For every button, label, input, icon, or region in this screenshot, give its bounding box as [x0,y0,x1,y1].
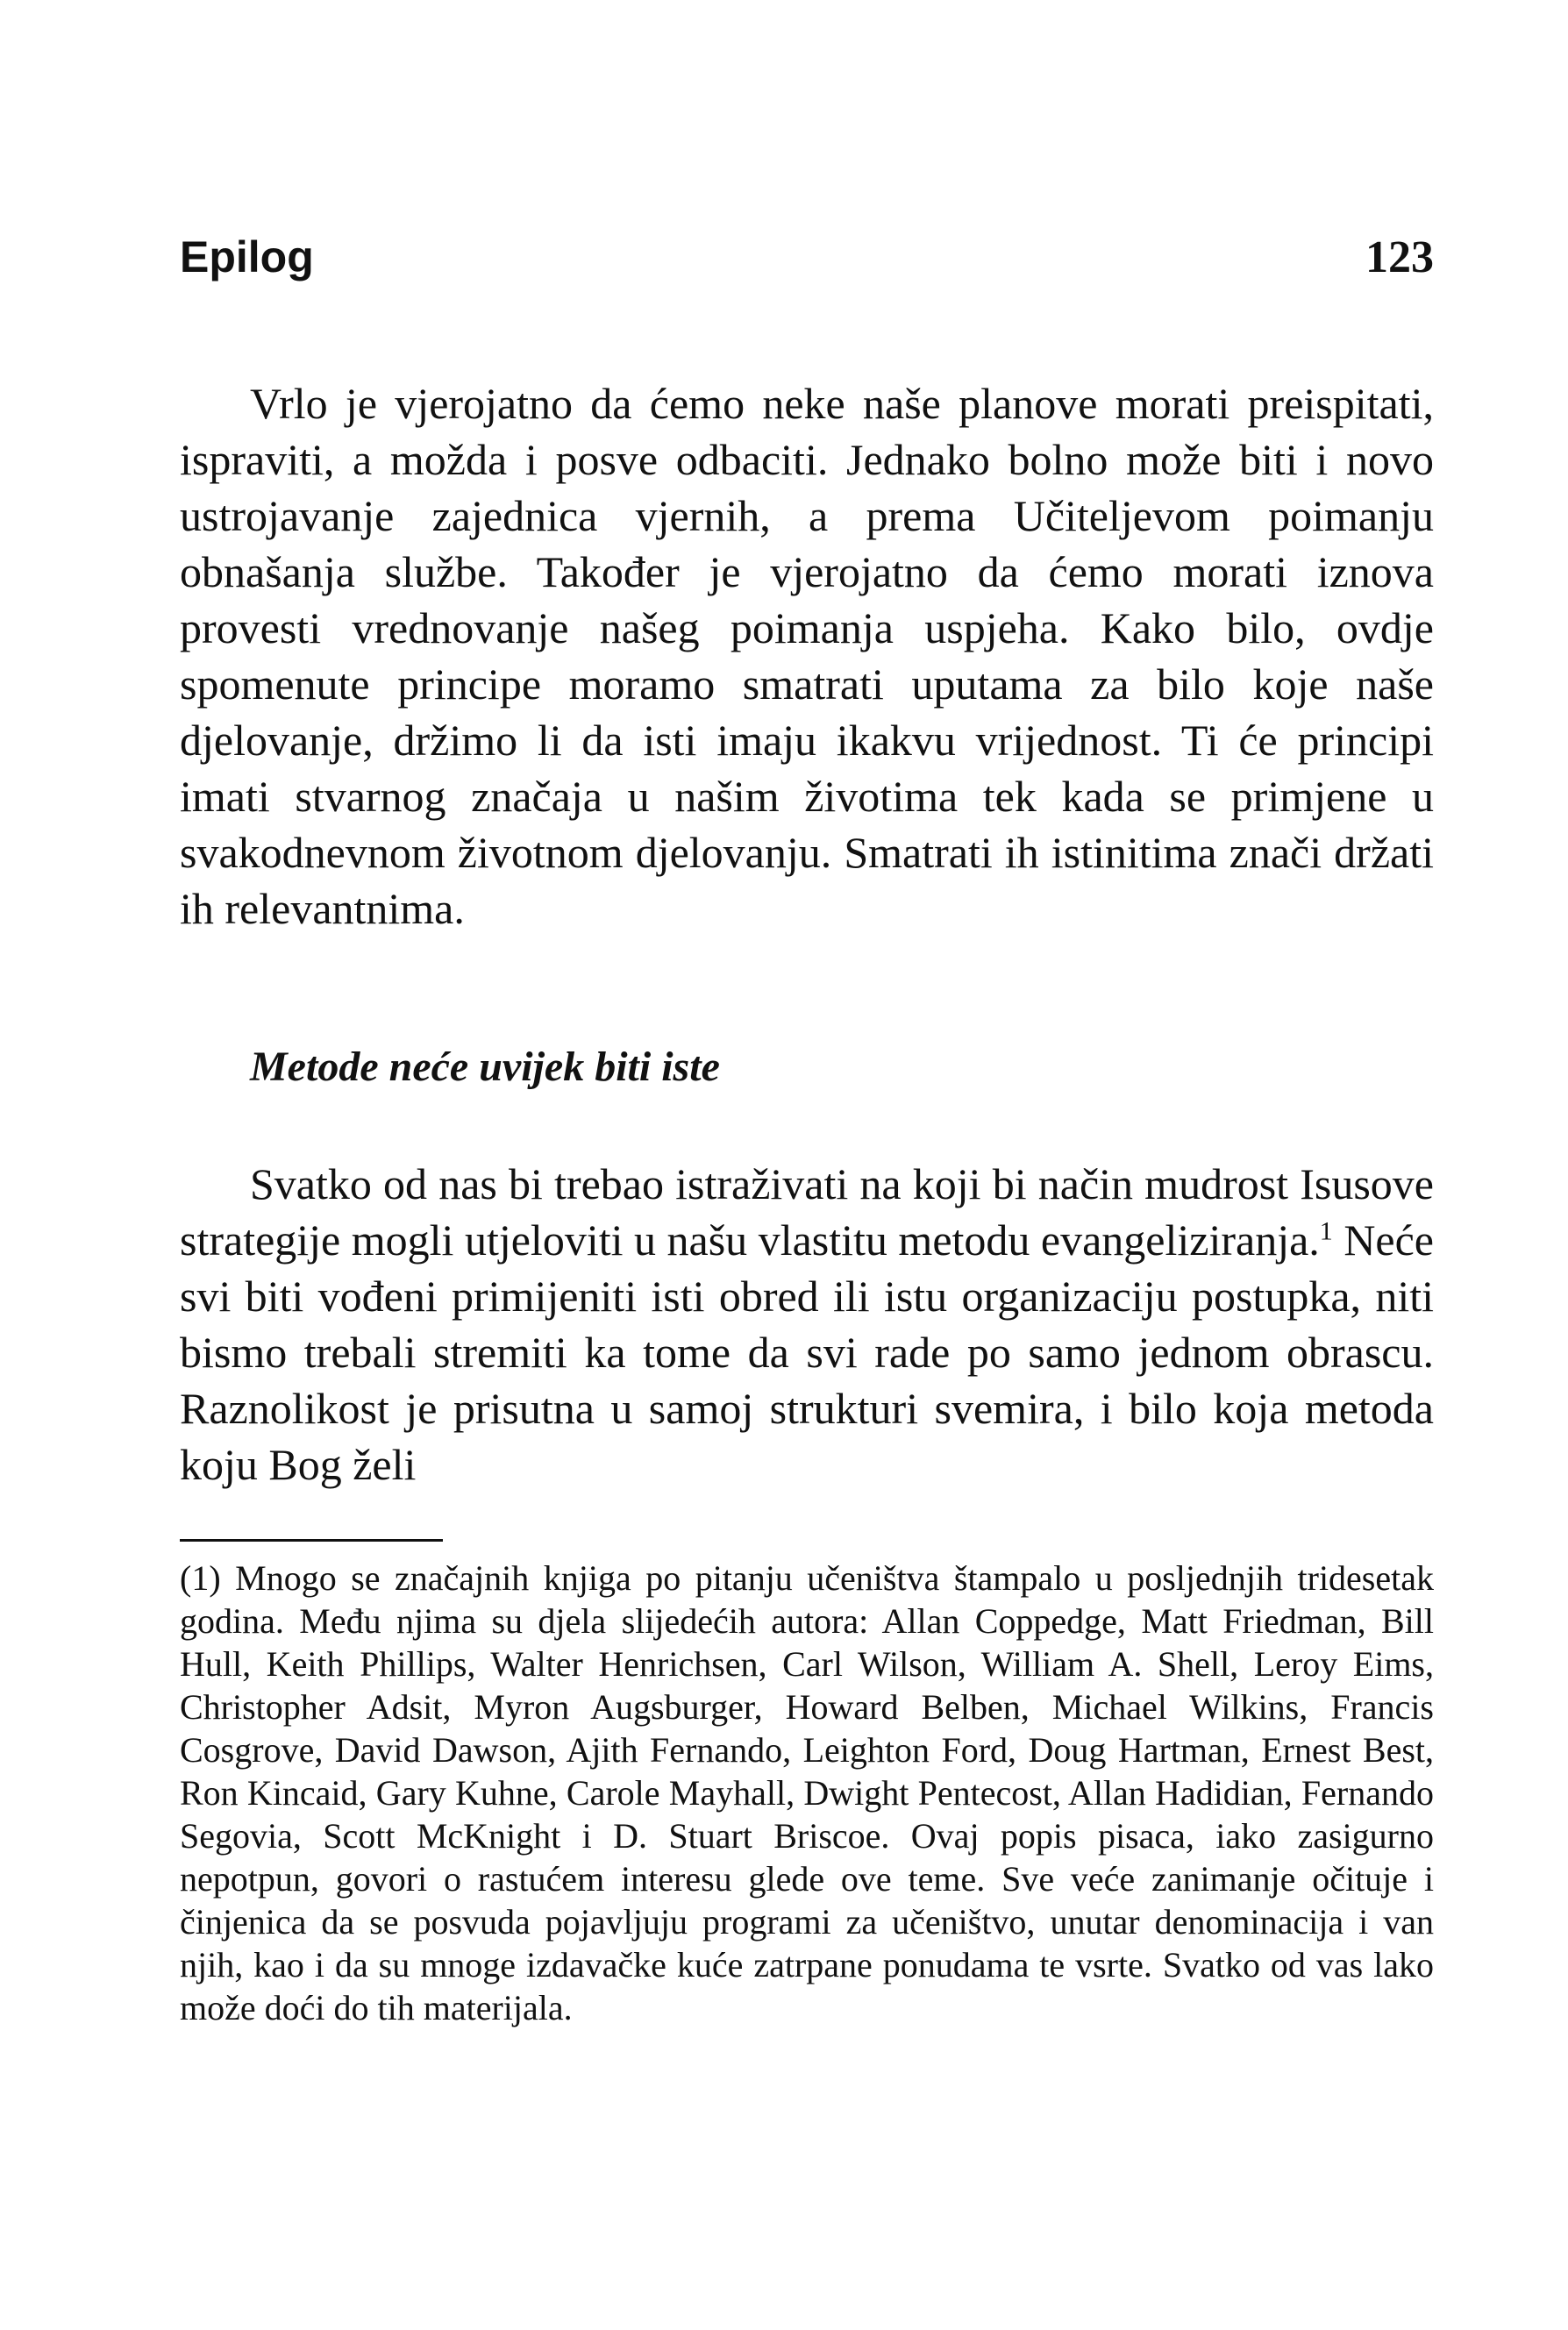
paragraph-text: Svatko od nas bi trebao istraživati na koji bi način mudrost Isusove strategije mogli utjeloviti u našu vlastitu metodu evangeliziranja. [180,1159,1434,1265]
section-title: Epilog [180,232,314,281]
footnote [180,1557,1434,2029]
footnote-text: Mnogo se značajnih knjiga po pitanju učeništva štampalo u posljednjih tridesetak godina. Među njima su djela slijedećih autora: Allan Coppedge, Matt Friedman, Bill Hull, Keith Phillips, Walter Henrichsen, Carl Wilson, William A. Shell, Leroy Eims, Christopher Adsit, Myron Augsburger, Howard Belben, Michael Wilkins, Francis Cosgrove, David Dawson, Ajith Fernando, Leighton Ford, Doug Hartman, Ernest Best, Ron Kincaid, Gary Kuhne, Carole Mayhall, Dwight Pentecost, Allan Hadidian, Fernando Segovia, Scott McKnight i D. Stuart Briscoe. Ovaj popis pisaca, iako zasigurno nepotpun, govori o rastućem interesu glede ove teme. Sve veće zanimanje očituje i činjenica da se posvuda pojavljuju programi za učeništvo, unutar denominacija i van njih, kao i da su mnoge izdavačke kuće zatrpane ponudama te vsrte. Svatko od vas lako može doći do tih materijala. [180,1558,1434,2027]
page-number: 123 [1365,232,1434,282]
running-head [180,232,1434,282]
section-subheading: Metode neće uvijek biti iste [250,1044,720,1090]
footnote-separator [180,1539,443,1542]
paragraph-text: Neće svi biti vođeni primijeniti isti obred ili istu organizaciju postupka, niti bismo trebali stremiti ka tome da svi rade po samo jednom obrascu. Raznolikost je prisutna u samoj strukturi svemira, i bilo koja metoda koju Bog želi [180,1215,1434,1489]
footnote-reference: 1 [1319,1216,1333,1246]
body-paragraph [180,1156,1434,1493]
body-paragraph: Vrlo je vjerojatno da ćemo neke naše planove morati preispitati, ispraviti, a možda i posve odbaciti. Jednako bolno može biti i novo ustrojavanje zajednica vjernih, a prema Učiteljevom poimanju obnašanja službe. Također je vjerojatno da ćemo morati iznova provesti vrednovanje našeg poimanja uspjeha. Kako bilo, ovdje spomenute principe moramo smatrati uputama za bilo koje naše djelovanje, držimo li da isti imaju ikakvu vrijednost. Ti će principi imati stvarnog značaja u našim životima tek kada se primjene u svakodnevnom životnom djelovanju. Smatrati ih istinitima znači držati ih relevantnima. [180,379,1434,933]
footnote-marker: (1) [180,1558,221,1598]
